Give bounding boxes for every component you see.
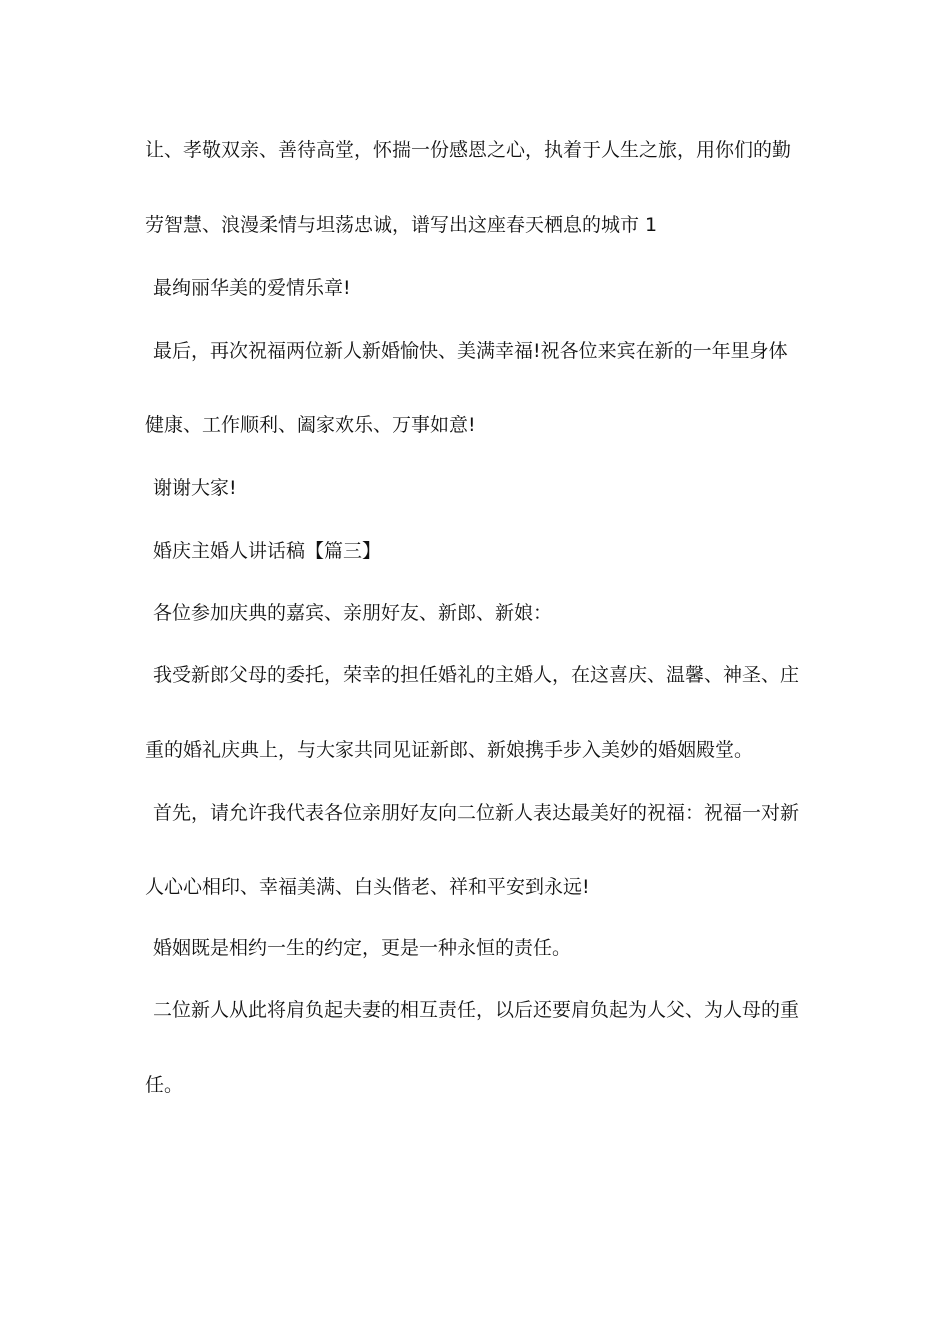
text-line-9: 我受新郎父母的委托，荣幸的担任婚礼的主婚人，在这喜庆、温馨、神圣、庄 — [153, 664, 800, 686]
section-heading: 婚庆主婚人讲话稿【篇三】 — [153, 540, 382, 562]
text-line-12: 人心心相印、幸福美满、白头偕老、祥和平安到永远! — [145, 876, 590, 898]
text-line-8: 各位参加庆典的嘉宾、亲朋好友、新郎、新娘： — [153, 602, 553, 624]
text-line-15: 任。 — [145, 1074, 184, 1096]
text-line-5: 健康、工作顺利、阖家欢乐、万事如意! — [145, 414, 476, 436]
text-line-6: 谢谢大家! — [153, 477, 237, 499]
text-line-4: 最后，再次祝福两位新人新婚愉快、美满幸福!祝各位来宾在新的一年里身体 — [153, 340, 788, 362]
text-line-14: 二位新人从此将肩负起夫妻的相互责任，以后还要肩负起为人父、为人母的重 — [153, 999, 800, 1021]
text-line-13: 婚姻既是相约一生的约定，更是一种永恒的责任。 — [153, 937, 572, 959]
text-line-1: 让、孝敬双亲、善待高堂，怀揣一份感恩之心，执着于人生之旅，用你们的勤 — [145, 139, 792, 161]
text-line-11: 首先，请允许我代表各位亲朋好友向二位新人表达最美好的祝福：祝福一对新 — [153, 802, 800, 824]
text-line-2: 劳智慧、浪漫柔情与坦荡忠诚，谱写出这座春天栖息的城市 1 — [145, 214, 658, 236]
text-line-10: 重的婚礼庆典上，与大家共同见证新郎、新娘携手步入美妙的婚姻殿堂。 — [145, 739, 754, 761]
text-line-3: 最绚丽华美的爱情乐章! — [153, 277, 351, 299]
